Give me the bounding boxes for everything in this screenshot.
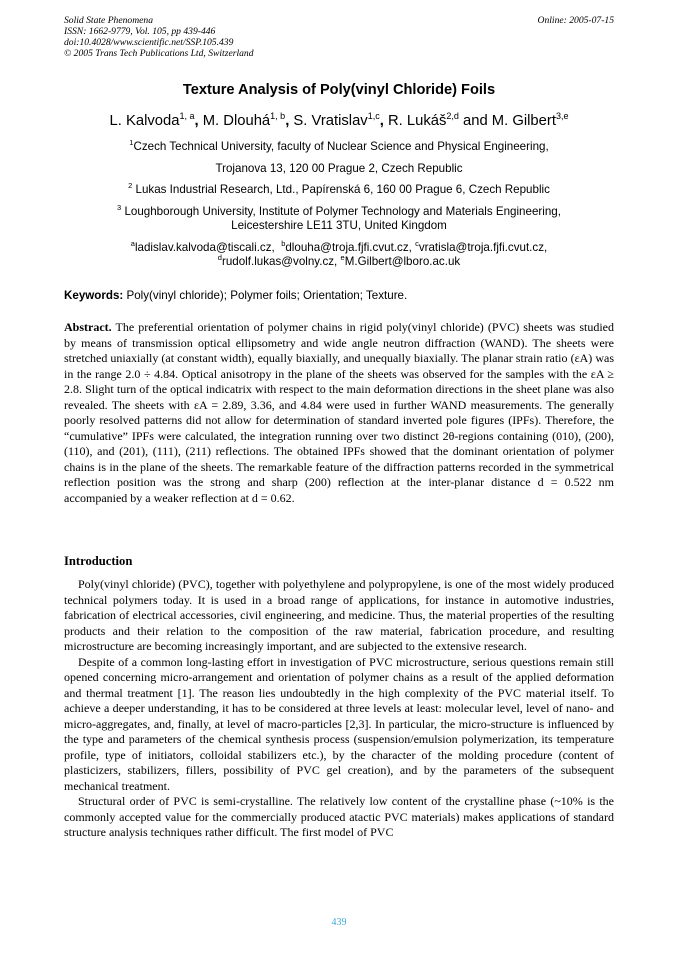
copyright-line: © 2005 Trans Tech Publications Ltd, Switzerland <box>64 48 254 59</box>
online-date: Online: 2005-07-15 <box>537 15 614 26</box>
email-sup: c <box>415 239 419 248</box>
keywords <box>64 289 407 302</box>
author-conjunction: and <box>458 113 492 129</box>
email-sup: d <box>217 253 222 262</box>
email-address: dlouha@troja.fjfi.cvut.cz, <box>285 241 412 254</box>
affiliation-number: 3 <box>117 203 122 212</box>
paper-title: Texture Analysis of Poly(vinyl Chloride) Foils <box>182 82 496 98</box>
intro-paragraph-2: Despite of a common long-lasting effort in investigation of PVC microstructure, serious questions remain still opened concerning micro-arrangement and orientation of polymer chains as a result of the applied deformation and thermal treatment [1]. The reason lies undoubtedly in the high complexity of the PVC material itself. To achieve a deeper understanding, it has to be considered at three levels at least: molecular level, level of nano- and micro-aggregates, and, finally, at level of macro-particles [2,3]. In particular, the micro-structure is influenced by the type and parameters of the chemical synthesis process (suspension/emulsion polymerization, its temperature profile, type of initiators, colloidal stabilizers etc.), by the character of the molding procedure (content of plasticizers, stabilizers, fillers, possibility of PVC gel creation), and by the parameters of the subsequent mechanical treatment. <box>64 654 614 793</box>
affiliation-text: Loughborough University, Institute of Polymer Technology and Materials Engineering, <box>124 205 561 218</box>
author-name: S. Vratislav <box>293 113 368 129</box>
affiliation-3-line-2: Leicestershire LE11 3TU, United Kingdom <box>231 219 447 232</box>
affiliation-1 <box>0 139 678 154</box>
email-address: vratisla@troja.fjfi.cvut.cz, <box>418 241 548 254</box>
page-number: 439 <box>331 917 347 928</box>
affiliation-text: Czech Technical University, faculty of Nuclear Science and Physical Engineering, <box>133 140 549 153</box>
journal-header <box>64 15 254 59</box>
email-sup: b <box>281 239 286 248</box>
author-affil-sup: 1, a <box>179 111 195 121</box>
author-affil-sup: 1, b <box>270 111 286 121</box>
issn-line: ISSN: 1662-9779, Vol. 105, pp 439-446 <box>64 26 216 37</box>
author-name: L. Kalvoda <box>109 113 180 129</box>
intro-paragraph-3: Structural order of PVC is semi-crystalline. The relatively low content of the crystalline phase (~10% is the commonly accepted value for the commercially produced atactic PVC materials) makes applications of standard structure analysis techniques rather difficult. The first model of PVC <box>64 794 614 839</box>
author-affil-sup: 3,e <box>555 111 569 121</box>
email-address: rudolf.lukas@volny.cz, <box>221 255 338 268</box>
doi-line: doi:10.4028/www.scientific.net/SSP.105.439 <box>64 37 234 48</box>
author-affil-sup: 1,c <box>367 111 380 121</box>
affiliation-number: 1 <box>129 138 134 147</box>
abstract-label: Abstract. <box>64 320 112 334</box>
author-name: M. Dlouhá <box>202 113 271 129</box>
author-list <box>0 113 678 129</box>
author-separator: , <box>194 113 203 129</box>
email-address: ladislav.kalvoda@tiscali.cz, <box>134 241 275 254</box>
email-line-2 <box>0 254 678 269</box>
author-affil-sup: 2,d <box>446 111 459 121</box>
intro-paragraph-1: Poly(vinyl chloride) (PVC), together with polyethylene and polypropylene, is one of the most widely produced technical polymers today. It is used in a broad range of applications, for instance in automotive industries, fabrication of electrical accessories, civil engineering, and medicine. Thus, the material properties of the resulting products and their relation to the composition of the raw material, fabrication procedure, and resulting microstructure are becoming increasingly important, and are subjected to the extensive research. <box>64 577 614 653</box>
author-name: R. Lukáš <box>387 113 447 129</box>
affiliation-3 <box>0 204 678 219</box>
abstract-text: The preferential orientation of polymer chains in rigid poly(vinyl chloride) (PVC) sheets was studied by means of transmission optical ellipsometry and wide angle neutron diffraction (WAND). The sheets were stretched uniaxially (at constant width), equally biaxially, and unequally biaxially. The planar strain ratio (εA) was in the range 2.0 ÷ 4.84. Optical anisotropy in the plane of the sheets was observed for the samples with the εA ≥ 2.8. Slight turn of the optical indicatrix with respect to the main deformation directions in the sheet plane was also revealed. The sheets with εA = 2.89, 3.36, and 4.84 were used in further WAND measurements. The generally poorly resolved patterns did not allow for determination of standard inverted pole figures (IPFs). Therefore, the “cumulative” IPFs were calculated, the integration running over two distinct 2θ-regions containing (010), (200), (110), and (201), (111), (211) reflections. The obtained IPFs showed that the dominant orientation of polymer chains is in the plane of the sheets. The remarkable feature of the diffraction patterns recorded in the symmetrical reflection position was the strong and sharp (200) reflection at the inter-planar distance d = 0.522 nm accompanied by a weaker reflection at d = 0.62. <box>64 320 614 505</box>
abstract <box>64 320 614 506</box>
author-separator: , <box>379 113 388 129</box>
journal-name: Solid State Phenomena <box>64 15 153 26</box>
email-line-1 <box>0 240 678 255</box>
affiliation-1-line-2: Trojanova 13, 120 00 Prague 2, Czech Republic <box>215 162 463 175</box>
keywords-label: Keywords: <box>64 289 124 302</box>
section-heading-introduction: Introduction <box>64 554 133 568</box>
keywords-text: Poly(vinyl chloride); Polymer foils; Orientation; Texture. <box>123 289 408 302</box>
email-address: M.Gilbert@lboro.ac.uk <box>344 255 461 268</box>
affiliation-text: Lukas Industrial Research, Ltd., Papírenská 6, 160 00 Prague 6, Czech Republic <box>135 183 550 196</box>
affiliation-number: 2 <box>128 181 133 190</box>
email-sup: a <box>130 239 135 248</box>
introduction-body <box>64 577 614 841</box>
affiliation-2 <box>0 182 678 197</box>
author-name: M. Gilbert <box>491 113 556 129</box>
email-sup: e <box>340 253 345 262</box>
author-separator: , <box>285 113 294 129</box>
